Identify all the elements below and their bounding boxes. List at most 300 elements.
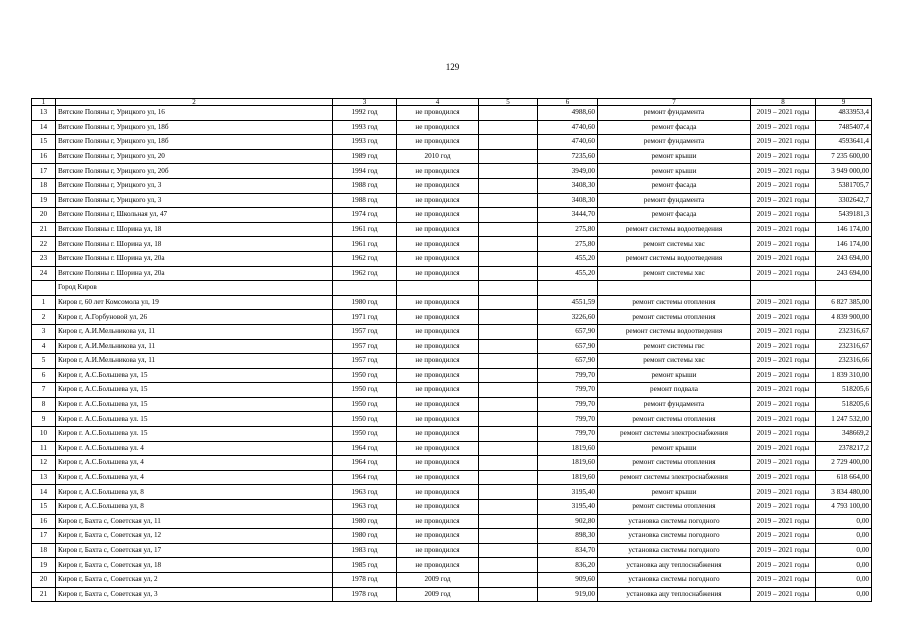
build-year-cell: 1993 год [333, 120, 397, 135]
column-5-cell [479, 106, 538, 121]
build-year-cell: 1971 год [333, 310, 397, 325]
period-cell: 2019 – 2021 годы [751, 441, 816, 456]
column-5-cell [479, 470, 538, 485]
build-year-cell: 1957 год [333, 354, 397, 369]
period-cell: 2019 – 2021 годы [751, 178, 816, 193]
column-5-cell [479, 149, 538, 164]
column-5-cell [479, 587, 538, 602]
previous-repair-cell: не проводился [397, 529, 479, 544]
address-cell: Киров г. А.С.Большева ул, 15 [56, 397, 333, 412]
work-type-cell: ремонт системы хвс [598, 354, 751, 369]
build-year-cell: 1974 год [333, 208, 397, 223]
table-row [32, 514, 872, 529]
work-type-cell: ремонт крыши [598, 164, 751, 179]
table-row [32, 237, 872, 252]
column-5-cell [479, 441, 538, 456]
address-cell: Киров г. А.С.Большева ул. 4 [56, 441, 333, 456]
row-number: 18 [32, 178, 56, 193]
build-year-cell: 1962 год [333, 251, 397, 266]
period-cell: 2019 – 2021 годы [751, 251, 816, 266]
build-year-cell: 1962 год [333, 266, 397, 281]
table-row [32, 368, 872, 383]
previous-repair-cell: не проводился [397, 397, 479, 412]
row-number: 19 [32, 193, 56, 208]
column-5-cell [479, 573, 538, 588]
build-year-cell: 1980 год [333, 514, 397, 529]
build-year-cell: 1978 год [333, 587, 397, 602]
build-year-cell: 1950 год [333, 427, 397, 442]
area-cell: 7235,60 [538, 149, 598, 164]
previous-repair-cell: не проводился [397, 354, 479, 369]
work-type-cell: ремонт системы водоотведения [598, 324, 751, 339]
area-cell: 4551,59 [538, 295, 598, 310]
row-number: 16 [32, 514, 56, 529]
column-5-cell [479, 164, 538, 179]
column-5-cell [479, 397, 538, 412]
work-type-cell: ремонт системы гвс [598, 339, 751, 354]
area-cell: 4740,60 [538, 120, 598, 135]
address-cell: Киров г, А.С.Большева ул, 8 [56, 500, 333, 515]
address-cell: Вятские Поляны г, Урицкого ул, 20 [56, 149, 333, 164]
address-cell: Вятские Поляны г. Шорина ул, 18 [56, 237, 333, 252]
column-5-cell [479, 178, 538, 193]
period-cell: 2019 – 2021 годы [751, 485, 816, 500]
cost-cell: 146 174,00 [816, 222, 872, 237]
cost-cell: 4833953,4 [816, 106, 872, 121]
area-cell: 3195,40 [538, 485, 598, 500]
work-type-cell: ремонт системы отопления [598, 412, 751, 427]
build-year-cell: 1961 год [333, 222, 397, 237]
cost-cell: 1 247 532,00 [816, 412, 872, 427]
table-row [32, 164, 872, 179]
cost-cell: 1 839 310,00 [816, 368, 872, 383]
build-year-cell: 1950 год [333, 368, 397, 383]
table-row [32, 558, 872, 573]
column-number: 8 [751, 99, 816, 106]
area-cell: 799,70 [538, 412, 598, 427]
column-5-cell [479, 500, 538, 515]
cost-cell: 7485407,4 [816, 120, 872, 135]
period-cell: 2019 – 2021 годы [751, 237, 816, 252]
address-cell: Киров г, Бахта с, Советская ул, 3 [56, 587, 333, 602]
address-cell: Киров г, А.Горбуновой ул, 26 [56, 310, 333, 325]
table-row [32, 120, 872, 135]
row-number: 23 [32, 251, 56, 266]
table-row [32, 266, 872, 281]
row-number: 14 [32, 485, 56, 500]
row-number: 14 [32, 120, 56, 135]
table-row [32, 412, 872, 427]
row-number: 9 [32, 412, 56, 427]
period-cell: 2019 – 2021 годы [751, 514, 816, 529]
area-cell: 657,90 [538, 354, 598, 369]
column-5-cell [479, 456, 538, 471]
previous-repair-cell: не проводился [397, 339, 479, 354]
area-cell: 3408,30 [538, 193, 598, 208]
area-cell: 3226,60 [538, 310, 598, 325]
work-type-cell: ремонт системы хвс [598, 266, 751, 281]
build-year-cell: 1964 год [333, 456, 397, 471]
column-5-cell [479, 237, 538, 252]
column-5-cell [479, 427, 538, 442]
row-number: 17 [32, 164, 56, 179]
build-year-cell: 1964 год [333, 470, 397, 485]
build-year-cell: 1961 год [333, 237, 397, 252]
work-type-cell: ремонт системы электроснабжения [598, 470, 751, 485]
cost-cell: 7 235 600,00 [816, 149, 872, 164]
build-year-cell: 1988 год [333, 178, 397, 193]
column-5-cell [479, 135, 538, 150]
work-type-cell: ремонт подвала [598, 383, 751, 398]
previous-repair-cell: не проводился [397, 106, 479, 121]
work-type-cell: ремонт фундамента [598, 135, 751, 150]
period-cell: 2019 – 2021 годы [751, 135, 816, 150]
work-type-cell: ремонт крыши [598, 368, 751, 383]
period-cell: 2019 – 2021 годы [751, 529, 816, 544]
row-number: 2 [32, 310, 56, 325]
cost-cell: 2 729 400,00 [816, 456, 872, 471]
column-5-cell [479, 514, 538, 529]
period-cell: 2019 – 2021 годы [751, 339, 816, 354]
table-row [32, 135, 872, 150]
build-year-cell: 1950 год [333, 397, 397, 412]
row-number: 17 [32, 529, 56, 544]
row-number: 21 [32, 587, 56, 602]
period-cell: 2019 – 2021 годы [751, 149, 816, 164]
column-5-cell [479, 412, 538, 427]
previous-repair-cell: не проводился [397, 427, 479, 442]
work-type-cell: ремонт крыши [598, 485, 751, 500]
build-year-cell: 1963 год [333, 500, 397, 515]
address-cell: Киров г, Бахта с, Советская ул, 12 [56, 529, 333, 544]
address-cell: Киров г, 60 лет Комсомола ул, 19 [56, 295, 333, 310]
column-number: 9 [816, 99, 872, 106]
row-number: 20 [32, 573, 56, 588]
previous-repair-cell: не проводился [397, 383, 479, 398]
previous-repair-cell: не проводился [397, 164, 479, 179]
previous-repair-cell: не проводился [397, 310, 479, 325]
previous-repair-cell: не проводился [397, 178, 479, 193]
table-row [32, 354, 872, 369]
previous-repair-cell: 2009 год [397, 587, 479, 602]
build-year-cell: 1950 год [333, 412, 397, 427]
area-cell: 919,00 [538, 587, 598, 602]
work-type-cell: установка системы погодного [598, 514, 751, 529]
row-number: 8 [32, 397, 56, 412]
period-cell: 2019 – 2021 годы [751, 368, 816, 383]
period-cell: 2019 – 2021 годы [751, 324, 816, 339]
work-type-cell: ремонт фундамента [598, 397, 751, 412]
cost-cell: 0,00 [816, 587, 872, 602]
row-number [32, 281, 56, 296]
address-cell: Вятские Поляны г, Урицкого ул, 18б [56, 135, 333, 150]
cost-cell: 0,00 [816, 514, 872, 529]
work-type-cell: ремонт системы отопления [598, 456, 751, 471]
period-cell: 2019 – 2021 годы [751, 295, 816, 310]
column-5-cell [479, 266, 538, 281]
build-year-cell: 1950 год [333, 383, 397, 398]
column-5-cell [479, 193, 538, 208]
table-row [32, 529, 872, 544]
work-type-cell: ремонт системы водоотведения [598, 251, 751, 266]
previous-repair-cell: не проводился [397, 251, 479, 266]
cost-cell: 232316,66 [816, 354, 872, 369]
column-5-cell [479, 543, 538, 558]
work-type-cell: ремонт фасада [598, 120, 751, 135]
previous-repair-cell: не проводился [397, 120, 479, 135]
table-row [32, 500, 872, 515]
column-5-cell [479, 339, 538, 354]
column-5-cell [479, 383, 538, 398]
build-year-cell: 1988 год [333, 193, 397, 208]
area-cell: 799,70 [538, 368, 598, 383]
table-row [32, 310, 872, 325]
work-type-cell: ремонт крыши [598, 441, 751, 456]
area-cell: 1819,60 [538, 470, 598, 485]
cost-cell: 2378217,2 [816, 441, 872, 456]
table-row [32, 193, 872, 208]
page-number: 129 [445, 62, 460, 72]
column-5-cell [479, 529, 538, 544]
period-cell: 2019 – 2021 годы [751, 558, 816, 573]
area-cell: 4740,60 [538, 135, 598, 150]
column-number-row [32, 99, 872, 106]
column-5-cell [479, 368, 538, 383]
address-cell: Киров г, А.И.Мельникова ул, 11 [56, 354, 333, 369]
address-cell: Киров г, Бахта с, Советская ул, 2 [56, 573, 333, 588]
address-cell: Вятские Поляны г. Шорина ул, 18 [56, 222, 333, 237]
work-type-cell: ремонт системы хвс [598, 237, 751, 252]
area-cell: 836,20 [538, 558, 598, 573]
table-row [32, 456, 872, 471]
area-cell: 657,90 [538, 324, 598, 339]
column-5-cell [479, 354, 538, 369]
area-cell: 898,30 [538, 529, 598, 544]
area-cell: 902,80 [538, 514, 598, 529]
address-cell: Вятские Поляны г. Шорина ул, 20а [56, 266, 333, 281]
cost-cell: 3 949 000,00 [816, 164, 872, 179]
area-cell: 455,20 [538, 251, 598, 266]
work-type-cell: установка системы погодного [598, 529, 751, 544]
address-cell: Киров г, А.С.Большева ул, 4 [56, 456, 333, 471]
period-cell: 2019 – 2021 годы [751, 193, 816, 208]
column-5-cell [479, 251, 538, 266]
address-cell: Киров г, А.С.Большева ул, 8 [56, 485, 333, 500]
cost-cell: 146 174,00 [816, 237, 872, 252]
address-cell: Киров г, А.И.Мельникова ул, 11 [56, 339, 333, 354]
work-type-cell: ремонт фундамента [598, 193, 751, 208]
empty-cell [598, 281, 751, 296]
work-type-cell: установка ацу теплоснабжения [598, 587, 751, 602]
column-number: 4 [397, 99, 479, 106]
previous-repair-cell: не проводился [397, 412, 479, 427]
area-cell: 3195,40 [538, 500, 598, 515]
cost-cell: 5381705,7 [816, 178, 872, 193]
previous-repair-cell: не проводился [397, 193, 479, 208]
row-number: 10 [32, 427, 56, 442]
period-cell: 2019 – 2021 годы [751, 587, 816, 602]
column-number: 1 [32, 99, 56, 106]
cost-cell: 0,00 [816, 558, 872, 573]
address-cell: Киров г. А.С.Большева ул. 15 [56, 412, 333, 427]
build-year-cell: 1980 год [333, 295, 397, 310]
previous-repair-cell: не проводился [397, 543, 479, 558]
work-type-cell: ремонт крыши [598, 149, 751, 164]
address-cell: Киров г, Бахта с, Советская ул, 17 [56, 543, 333, 558]
table-row [32, 427, 872, 442]
period-cell: 2019 – 2021 годы [751, 310, 816, 325]
cost-cell: 3302642,7 [816, 193, 872, 208]
cost-cell: 0,00 [816, 529, 872, 544]
row-number: 7 [32, 383, 56, 398]
build-year-cell: 1957 год [333, 324, 397, 339]
period-cell: 2019 – 2021 годы [751, 164, 816, 179]
cost-cell: 4593641,4 [816, 135, 872, 150]
table-row [32, 178, 872, 193]
table-row [32, 339, 872, 354]
previous-repair-cell: не проводился [397, 266, 479, 281]
area-cell: 4988,60 [538, 106, 598, 121]
empty-cell [397, 281, 479, 296]
empty-cell [751, 281, 816, 296]
cost-cell: 0,00 [816, 573, 872, 588]
repair-register-table [31, 98, 872, 602]
row-number: 1 [32, 295, 56, 310]
address-cell: Киров г, А.И.Мельникова ул, 11 [56, 324, 333, 339]
row-number: 12 [32, 456, 56, 471]
column-5-cell [479, 208, 538, 223]
table-row [32, 573, 872, 588]
table-row [32, 441, 872, 456]
build-year-cell: 1985 год [333, 558, 397, 573]
previous-repair-cell: не проводился [397, 295, 479, 310]
period-cell: 2019 – 2021 годы [751, 266, 816, 281]
address-cell: Вятские Поляны г, Урицкого ул, 3 [56, 193, 333, 208]
row-number: 4 [32, 339, 56, 354]
previous-repair-cell: 2009 год [397, 573, 479, 588]
period-cell: 2019 – 2021 годы [751, 543, 816, 558]
period-cell: 2019 – 2021 годы [751, 383, 816, 398]
row-number: 13 [32, 106, 56, 121]
previous-repair-cell: не проводился [397, 237, 479, 252]
area-cell: 3444,70 [538, 208, 598, 223]
column-number: 3 [333, 99, 397, 106]
address-cell: Киров г, Бахта с, Советская ул, 18 [56, 558, 333, 573]
row-number: 24 [32, 266, 56, 281]
cost-cell: 3 834 480,00 [816, 485, 872, 500]
address-cell: Вятские Поляны г, Урицкого ул, 16 [56, 106, 333, 121]
work-type-cell: установка системы погодного [598, 573, 751, 588]
row-number: 13 [32, 470, 56, 485]
previous-repair-cell: не проводился [397, 500, 479, 515]
address-cell: Вятские Поляны г. Шорина ул, 20а [56, 251, 333, 266]
table-row [32, 251, 872, 266]
address-cell: Киров г, А.С.Большева ул, 15 [56, 383, 333, 398]
address-cell: Киров г, А.С.Большева ул, 4 [56, 470, 333, 485]
cost-cell: 232316,67 [816, 339, 872, 354]
area-cell: 799,70 [538, 383, 598, 398]
previous-repair-cell: не проводился [397, 485, 479, 500]
previous-repair-cell: не проводился [397, 456, 479, 471]
area-cell: 275,80 [538, 237, 598, 252]
row-number: 15 [32, 135, 56, 150]
period-cell: 2019 – 2021 годы [751, 427, 816, 442]
previous-repair-cell: не проводился [397, 135, 479, 150]
area-cell: 834,70 [538, 543, 598, 558]
row-number: 3 [32, 324, 56, 339]
address-cell: Вятские Поляны г, Урицкого ул, 20б [56, 164, 333, 179]
work-type-cell: установка системы погодного [598, 543, 751, 558]
period-cell: 2019 – 2021 годы [751, 120, 816, 135]
period-cell: 2019 – 2021 годы [751, 573, 816, 588]
section-title: Город Киров [56, 281, 333, 296]
empty-cell [816, 281, 872, 296]
column-5-cell [479, 485, 538, 500]
period-cell: 2019 – 2021 годы [751, 470, 816, 485]
previous-repair-cell: не проводился [397, 324, 479, 339]
cost-cell: 243 694,00 [816, 251, 872, 266]
column-5-cell [479, 310, 538, 325]
row-number: 20 [32, 208, 56, 223]
column-number: 5 [479, 99, 538, 106]
previous-repair-cell: не проводился [397, 368, 479, 383]
period-cell: 2019 – 2021 годы [751, 222, 816, 237]
area-cell: 455,20 [538, 266, 598, 281]
area-cell: 799,70 [538, 397, 598, 412]
address-cell: Вятские Поляны г, Урицкого ул, 18б [56, 120, 333, 135]
table-row [32, 324, 872, 339]
empty-cell [479, 281, 538, 296]
address-cell: Вятские Поляны г, Школьная ул, 47 [56, 208, 333, 223]
cost-cell: 348669,2 [816, 427, 872, 442]
period-cell: 2019 – 2021 годы [751, 106, 816, 121]
column-5-cell [479, 120, 538, 135]
address-cell: Киров г, А.С.Большева ул, 15 [56, 368, 333, 383]
period-cell: 2019 – 2021 годы [751, 354, 816, 369]
work-type-cell: ремонт системы отопления [598, 310, 751, 325]
build-year-cell: 1978 год [333, 573, 397, 588]
cost-cell: 518205,6 [816, 397, 872, 412]
work-type-cell: ремонт системы водоотведения [598, 222, 751, 237]
area-cell: 909,60 [538, 573, 598, 588]
cost-cell: 6 827 385,00 [816, 295, 872, 310]
row-number: 16 [32, 149, 56, 164]
area-cell: 3949,00 [538, 164, 598, 179]
build-year-cell: 1992 год [333, 106, 397, 121]
row-number: 22 [32, 237, 56, 252]
build-year-cell: 1994 год [333, 164, 397, 179]
work-type-cell: ремонт системы электроснабжения [598, 427, 751, 442]
table-row [32, 397, 872, 412]
table-row [32, 106, 872, 121]
address-cell: Киров г. А.С.Большева ул. 15 [56, 427, 333, 442]
period-cell: 2019 – 2021 годы [751, 500, 816, 515]
table-row [32, 587, 872, 602]
column-5-cell [479, 324, 538, 339]
address-cell: Вятские Поляны г, Урицкого ул, 3 [56, 178, 333, 193]
cost-cell: 0,00 [816, 543, 872, 558]
work-type-cell: установка ацу теплоснабжения [598, 558, 751, 573]
table-row [32, 485, 872, 500]
table-row [32, 383, 872, 398]
work-type-cell: ремонт фасада [598, 208, 751, 223]
row-number: 6 [32, 368, 56, 383]
table-row [32, 208, 872, 223]
column-5-cell [479, 558, 538, 573]
table-row [32, 149, 872, 164]
section-row [32, 281, 872, 296]
period-cell: 2019 – 2021 годы [751, 412, 816, 427]
